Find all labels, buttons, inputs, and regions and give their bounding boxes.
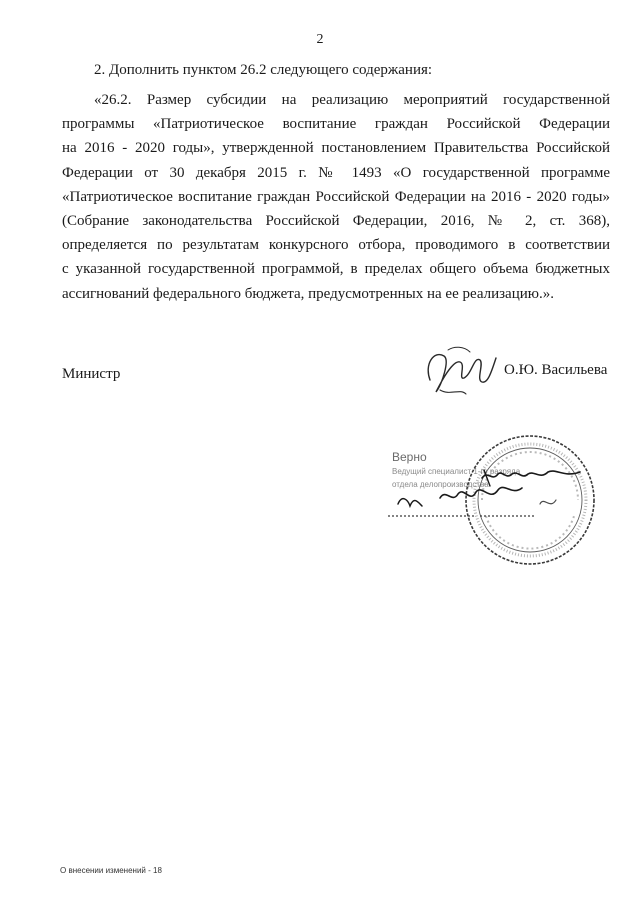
certification-department: отдела делопроизводства xyxy=(392,480,489,489)
text-line: на 2016 - 2020 годы», утвержденной постановлением Правительства Российской xyxy=(62,140,610,157)
handwritten-signature xyxy=(420,340,502,408)
text-line: «26.2. Размер субсидии на реализацию мероприятий государственной xyxy=(94,92,610,108)
text-line: ассигнований федерального бюджета, предусмотренных на ее реализацию.». xyxy=(62,285,554,302)
text-line: «Патриотическое воспитание граждан Российской Федерации на 2016 - 2020 годы» xyxy=(62,188,610,205)
signatory-name: О.Ю. Васильева xyxy=(504,362,608,378)
certification-position: Ведущий специалист 1-го разряда xyxy=(392,467,521,476)
text-line: программы «Патриотическое воспитание граждан Российской Федерации xyxy=(62,116,610,133)
page-number: 2 xyxy=(316,32,324,47)
text-line: Федерации от 30 декабря 2015 г. № 1493 «О государственной программе xyxy=(62,164,610,181)
text-line: с указанной государственной программой, в пределах общего объема бюджетных xyxy=(62,261,610,278)
amendment-heading: 2. Дополнить пунктом 26.2 следующего содержания: xyxy=(94,62,433,78)
text-line: определяется по результатам конкурсного отбора, проводимого в соответствии xyxy=(62,237,610,254)
document-footer: О внесении изменений - 18 xyxy=(60,866,162,875)
certification-label: Верно xyxy=(392,450,427,464)
signatory-title: Министр xyxy=(62,366,121,382)
amendment-text xyxy=(62,88,610,306)
certification-block xyxy=(380,430,600,580)
handwritten-inscription xyxy=(380,430,600,580)
text-line: (Собрание законодательства Российской Федерации, 2016, № 2, ст. 368), xyxy=(62,212,610,229)
